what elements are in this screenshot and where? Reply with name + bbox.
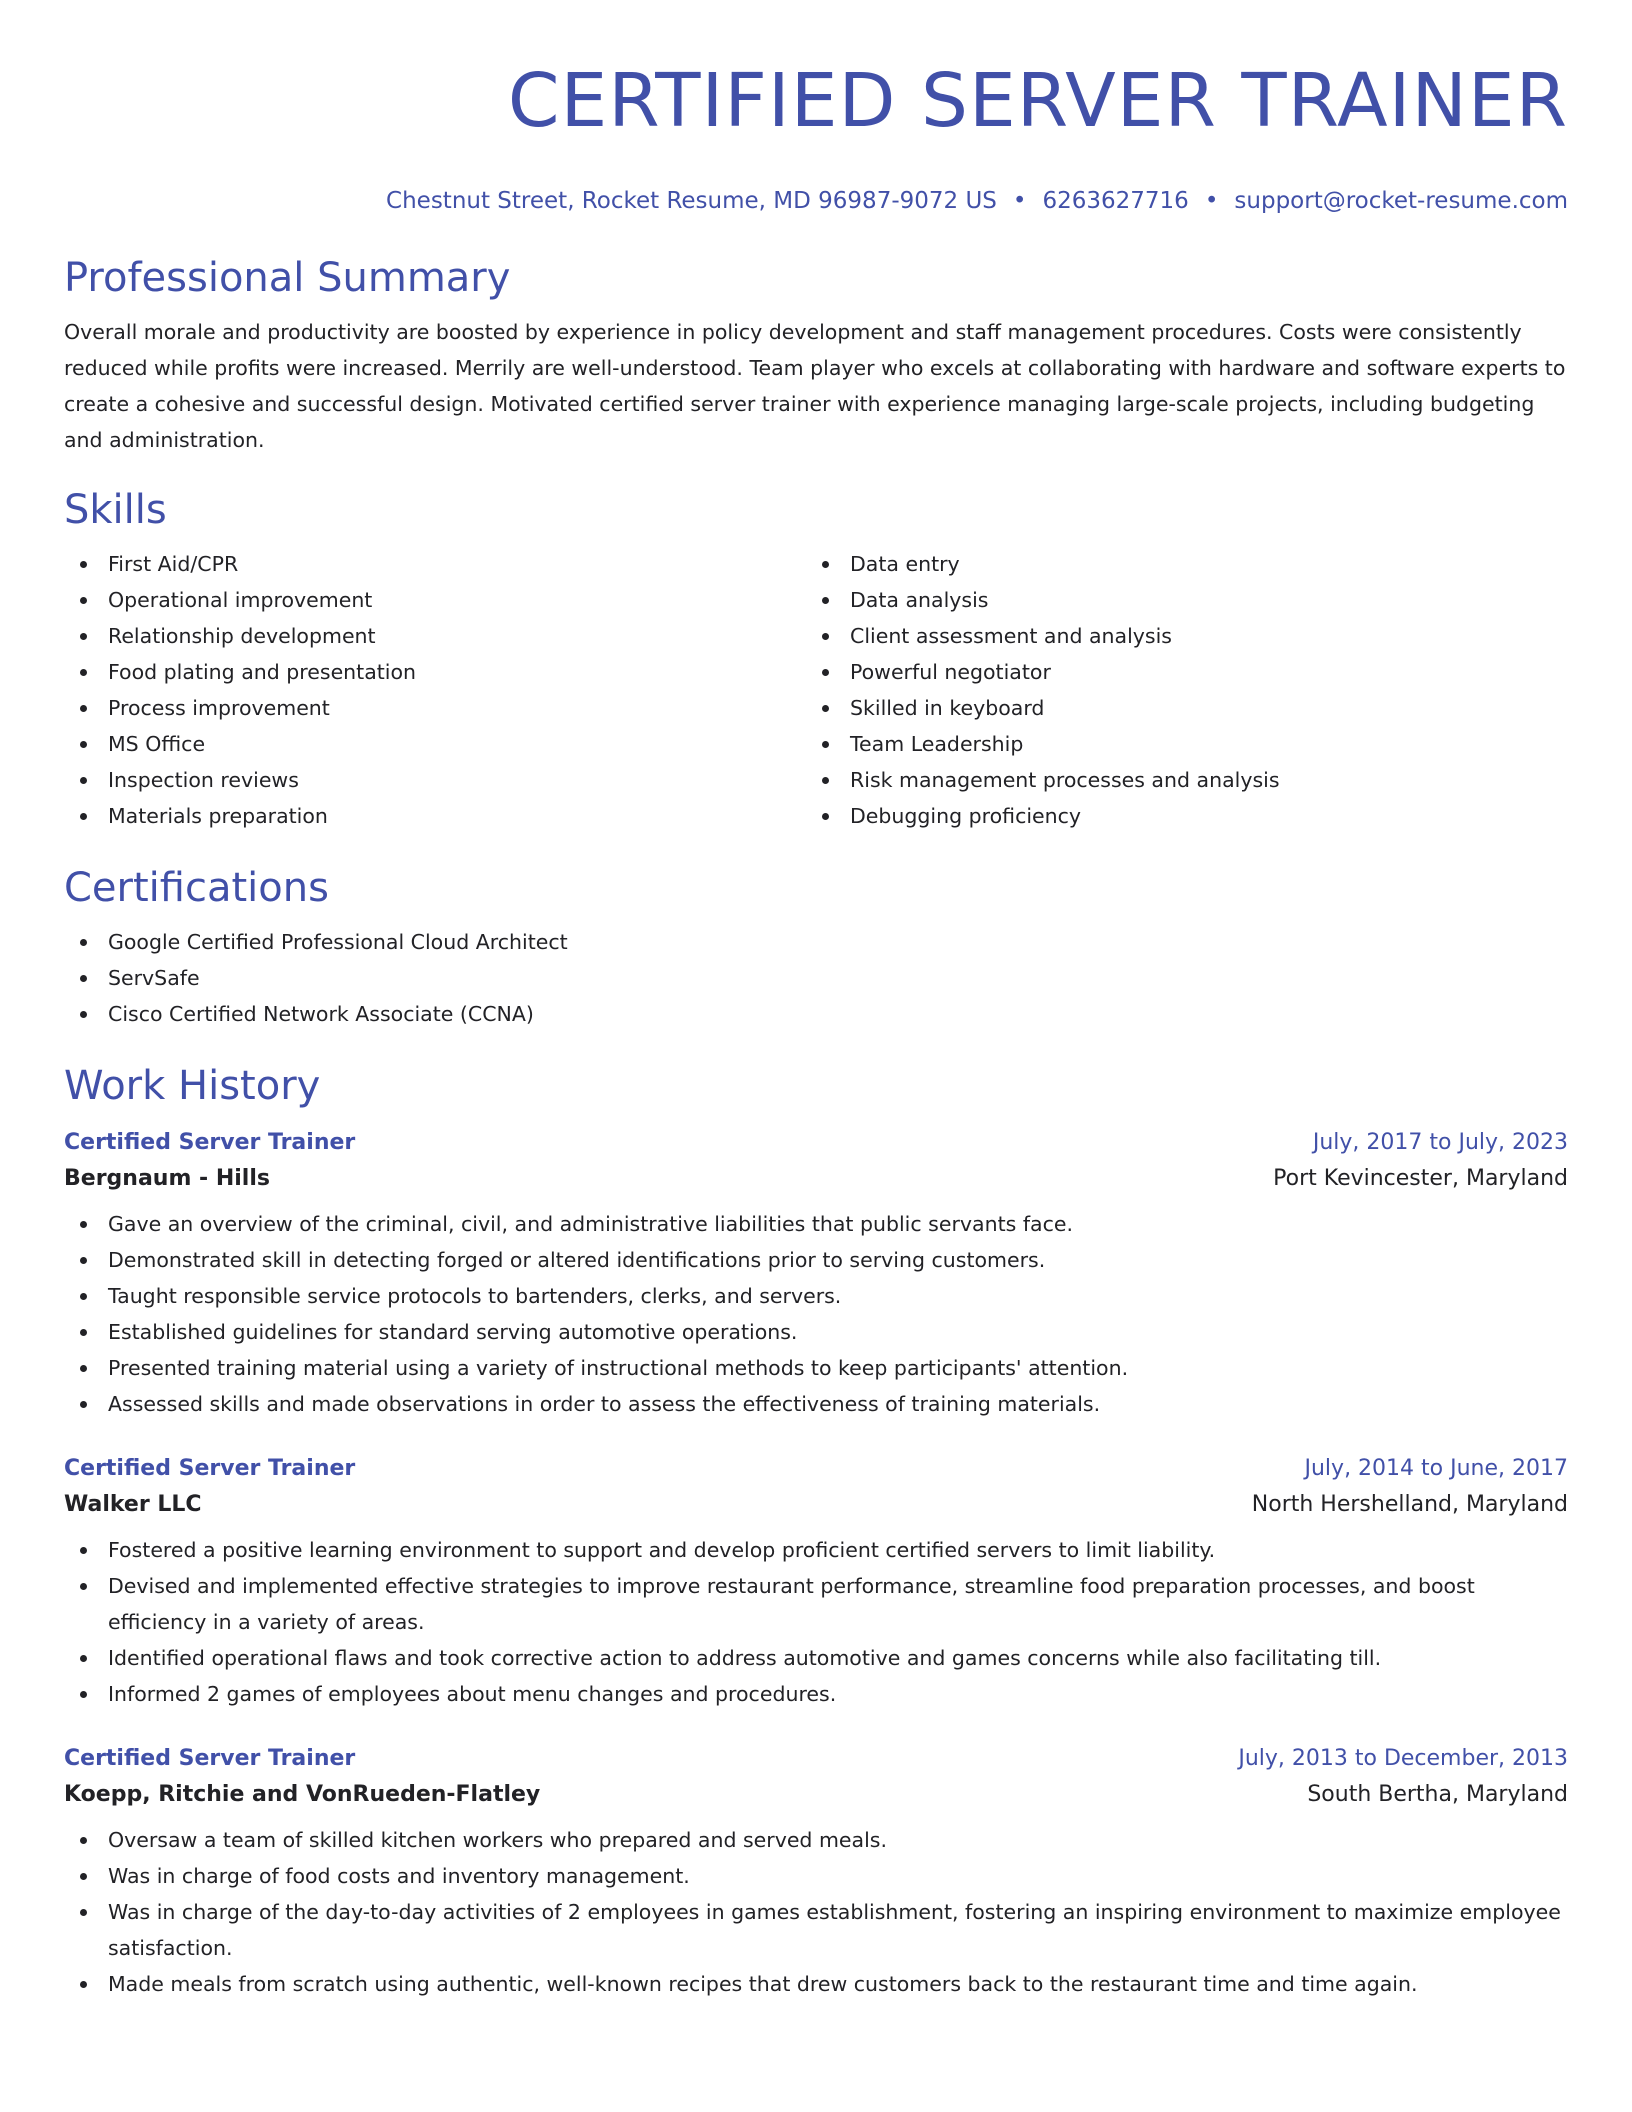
job-duty-item: Was in charge of food costs and inventory management. [64, 1858, 1568, 1894]
job-company: Walker LLC [64, 1492, 202, 1517]
contact-separator: • [1204, 188, 1219, 214]
job-dates: July, 2017 to July, 2023 [1312, 1130, 1568, 1155]
job-role: Certified Server Trainer [64, 1456, 356, 1481]
job-title-row [64, 1126, 1568, 1160]
job-role: Certified Server Trainer [64, 1746, 356, 1771]
skill-item: Risk management processes and analysis [806, 762, 1548, 798]
skill-item: Inspection reviews [64, 762, 806, 798]
skill-item: Data analysis [806, 582, 1548, 618]
contact-email: support@rocket-resume.com [1234, 188, 1568, 214]
job-entry [64, 1452, 1568, 1712]
job-role: Certified Server Trainer [64, 1130, 356, 1155]
job-company-row [64, 1160, 1568, 1198]
summary-text: Overall morale and productivity are boosted by experience in policy development and staff management procedures. Costs were consistently reduced while profits were increased. Merrily are well-understood. Team player who excels at collaborating with hardware and software experts to create a cohesive and successful design. Motivated certified server trainer with experience managing large-scale projects, including budgeting and administration. [64, 320, 1566, 452]
skill-item: MS Office [64, 726, 806, 762]
contact-separator: • [1012, 188, 1027, 214]
skill-item: Process improvement [64, 690, 806, 726]
job-duty-item: Assessed skills and made observations in order to assess the effectiveness of training materials. [64, 1386, 1568, 1422]
skills-list-left [64, 546, 806, 834]
certification-item: Cisco Certified Network Associate (CCNA) [64, 996, 1568, 1032]
job-duty-item: Fostered a positive learning environment to support and develop proficient certified servers to limit liability. [64, 1532, 1568, 1568]
skills-list-right [806, 546, 1548, 834]
job-company: Bergnaum - Hills [64, 1166, 270, 1191]
job-dates: July, 2014 to June, 2017 [1304, 1456, 1568, 1481]
job-company-row [64, 1486, 1568, 1524]
skill-item: Client assessment and analysis [806, 618, 1548, 654]
certification-item: Google Certified Professional Cloud Architect [64, 924, 1568, 960]
job-duty-item: Informed 2 games of employees about menu changes and procedures. [64, 1676, 1568, 1712]
skills-heading: Skills [64, 487, 167, 533]
candidate-name: CERTIFIED SERVER TRAINER [507, 58, 1568, 144]
skill-item: Food plating and presentation [64, 654, 806, 690]
job-company: Koepp, Ritchie and VonRueden-Flatley [64, 1782, 541, 1807]
job-duty-item: Made meals from scratch using authentic, well-known recipes that drew customers back to the restaurant time and time again. [64, 1966, 1568, 2002]
job-location: South Bertha, Maryland [1307, 1782, 1568, 1807]
resume-page [64, 52, 1568, 2002]
job-duty-item: Established guidelines for standard serving automotive operations. [64, 1314, 1568, 1350]
job-duties-list [64, 1532, 1568, 1712]
skills-grid [64, 546, 1568, 834]
certifications-heading: Certifications [64, 865, 329, 911]
skill-item: Materials preparation [64, 798, 806, 834]
job-title-row [64, 1742, 1568, 1776]
summary-heading: Professional Summary [64, 255, 511, 301]
skill-item: First Aid/CPR [64, 546, 806, 582]
job-entry [64, 1742, 1568, 2002]
skill-item: Operational improvement [64, 582, 806, 618]
job-dates: July, 2013 to December, 2013 [1238, 1746, 1568, 1771]
contact-phone: 6263627716 [1042, 188, 1189, 214]
job-location: Port Kevincester, Maryland [1273, 1166, 1568, 1191]
job-duties-list [64, 1822, 1568, 2002]
job-location: North Hershelland, Maryland [1251, 1492, 1568, 1517]
job-title-row [64, 1452, 1568, 1486]
certifications-list [64, 924, 1568, 1032]
skill-item: Data entry [806, 546, 1548, 582]
contact-line [64, 186, 1568, 216]
skill-item: Powerful negotiator [806, 654, 1548, 690]
skill-item: Team Leadership [806, 726, 1548, 762]
job-duty-item: Presented training material using a variety of instructional methods to keep participants' attention. [64, 1350, 1568, 1386]
job-duty-item: Devised and implemented effective strategies to improve restaurant performance, streamline food preparation processes, and boost efficiency in a variety of areas. [64, 1568, 1568, 1640]
job-duty-item: Taught responsible service protocols to bartenders, clerks, and servers. [64, 1278, 1568, 1314]
job-company-row [64, 1776, 1568, 1814]
job-duty-item: Gave an overview of the criminal, civil, and administrative liabilities that public servants face. [64, 1206, 1568, 1242]
job-duty-item: Was in charge of the day-to-day activities of 2 employees in games establishment, fostering an inspiring environment to maximize employee satisfaction. [64, 1894, 1568, 1966]
skill-item: Debugging proficiency [806, 798, 1548, 834]
work-history-heading: Work History [64, 1063, 321, 1109]
job-entry [64, 1126, 1568, 1422]
skill-item: Relationship development [64, 618, 806, 654]
job-duty-item: Identified operational flaws and took corrective action to address automotive and games concerns while also facilitating till. [64, 1640, 1568, 1676]
certification-item: ServSafe [64, 960, 1568, 996]
contact-address: Chestnut Street, Rocket Resume, MD 96987-9072 US [386, 188, 997, 214]
skill-item: Skilled in keyboard [806, 690, 1548, 726]
job-duties-list [64, 1206, 1568, 1422]
job-duty-item: Demonstrated skill in detecting forged or altered identifications prior to serving customers. [64, 1242, 1568, 1278]
job-duty-item: Oversaw a team of skilled kitchen workers who prepared and served meals. [64, 1822, 1568, 1858]
